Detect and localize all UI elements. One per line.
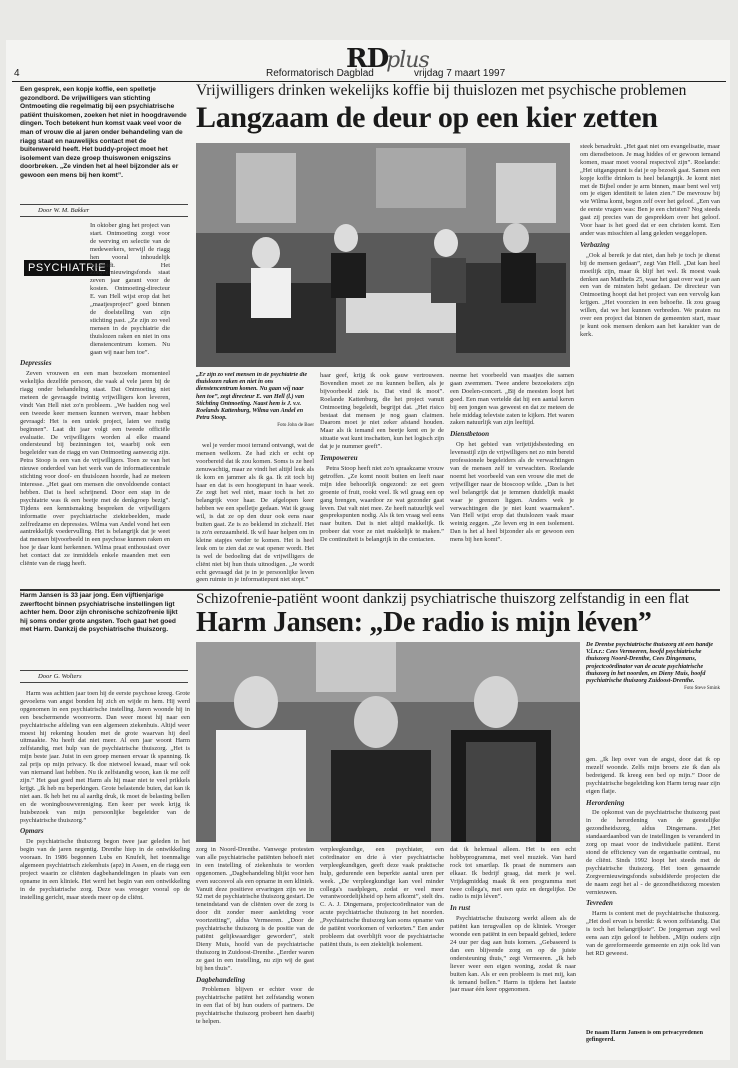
article2-col5b-text: De opkomst van de psychiatrische thuiszorg past in de herordening van de geestelijke gezondheidszorg, aldus Dingemans. „Het standaardaanbod van de instellingen is veranderd in zorg op maat voor de individuele patiënt. Eerst stond de efficiency van de organisatie centraal, nu de cliënt. Sinds 1992 loopt het steeds met de psychiatrische thuiszorg. Het toen genaamde Zorgvernieuwingsfonds subsidiëerde projecten die de naam zegt het al - de gezondheidszorg moesten vernieuwen. [586, 809, 720, 896]
article2-col3-text: verpleegkundige, een psychiater, een coördinator en drie à vier psychiatrische verpleegkundigen, geeft deze vaak praktische hulp, gedurende een beperkte aantal uren per week. „De verpleegkundige kan veel minder collega's raadplegen, zodat er veel meer verantwoordelijkheid op hem afkomt”, stelt drs. C. A. J. Dingemans, projectcoördinator van de acute psychiatrische thuiszorg in het noorden. „Psychiatrische thuiszorg kan soms opname van de patiënt voorkomen of verkorten.” Een ander probleem dat overblijft voor de psychiatrische patiënt thuis, is een ziektelijk isolement. [320, 846, 444, 948]
article1-headline: Langzaam de deur op een kier zetten [196, 101, 658, 134]
article1-kicker: Vrijwilligers drinken wekelijks koffie bij thuislozen met psychische problemen [196, 82, 687, 99]
article2-column-5 [586, 756, 720, 1028]
article2-footnote: De naam Harm Jansen is om privacyredenen gefingeerd. [586, 1030, 704, 1044]
subhead-tempowereu: Tempowereu [320, 454, 358, 463]
article1-col5b-text: „Ook al bereik je dat niet, dan heb je toch je dienst bij de mensen gedaan”, zegt Van Hell. „Dat kan heel moeilijk zijn, maar ik blijf het wel. Ik moest vaak denken aan Mattheüs 25, waar het gaat over wat je aan een van de minsten hebt gedaan. De directeur van Ontmoeting hoopt dat het project van een vervolg kan krijgen. „Het voorzien in een behoefte. Ik zou graag willen, dat we het kunnen verbreden. We praten nu over een project dat binnen de gemeenten start, maar je kunt ook mensen denken aan het karakter van de kerk. [580, 251, 720, 338]
article2-col4b-text: Psychiatrische thuiszorg werkt alleen als de patiënt kan terugvallen op de kliniek. Vroeger woonde een patiënt in een bepaald gebied, iedere 24 uur per dag aan huis komen. „Gebaseerd is dan een blijvende zorg en op de juiste ondersteuning thuis,” zegt Vermeeren. „Ik heb liever weer een eigen woning, zodat ik naar buiten kan. Als er een probleem is met mij, kan ik iemand bellen.” Harm is tijdens het laatste jaar maar één keer opgenomen. [450, 915, 576, 994]
article1-photo-credit: Foto John de Boer [277, 423, 314, 429]
subhead-tevreden: Tevreden [586, 899, 613, 908]
subhead-opmars: Opmars [20, 827, 44, 836]
article2-col1b-text: De psychiatrische thuiszorg begon twee jaar geleden in het begin van de jaren negentig. Drenthe hiep in de ontwikkeling vooraan. In 1986 begonnen Lubs en Knufelt, het toenmalige algemeen psychiatrisch ziekenhuis (apz) in Assen, en de riagg een project waarin ze cliënten dagbehandelingen in plaats van een opname in een kliniek. Het werd het begin van een ontwikkeling in de psychiatrische zorg. Deze was vroeger vooral op de instelling gericht, maar steeds meer op de cliënt. [20, 838, 190, 901]
article2-photo-credit: Foto Steve Smink [684, 686, 720, 692]
article1-col4b-text: Op het gebied van vrijetijdsbesteding en levensstijl zijn de vrijwilligers net zo min bereid professionele begeleiders als de verwachtingen van de mensen zelf te verwachten. Roelande noemt het voorbeeld van een vrouw die met de vrijwilliger naar de bioscoop wilde. „Dan is het wel belangrijk dat je iemmen duidelijk maakt waar je grenzen liggen. Anders wek je verwachtingen die je niet kunt waarmaken”. Van Hell wijst erop dat thuislozen vaak maar weinig zeggen. „Ze leven erg in een isolement. Dan is het al heel bijzonder als er gewoon een mens bij hen komt”. [450, 441, 574, 544]
article2-column-3 [320, 846, 444, 1046]
subhead-dagbehandeling: Dagbehandeling [196, 975, 246, 984]
article1-col2-text: wel je verder mooi terrand ontvangt, wat de mensen welkom. Ze had zich er echt op voorbereid dat ik zou komen. Soms is ze heel zenuwachtig, maar ze vindt het altijd leuk als ik kom en jammer als ik ga. Ik zit toch bij haar en dat is een hoogtepunt in haar week. Ze zegt het wel niet, maar toch is het zo belangrijk voor haar. De afgelopen keer hebben we een spelletje gedaan. Wat ik graag wil, is dat ze op den duur ook eens naar buiten gaat. Ze is zo beklemd in zichzelf. Het is zo'n eenzaamheid. Ik wil haar helpen om in kleine stapjes verder te komen. Het is heel leuk om te zien dat ze wat opener wordt. Het is wel de bedoeling dat de vrijwilligers de cliënt niet bij hun thuis uitnodigen. „Je wordt echt gevraagd dat je in je persoonlijke leven geen ruimte in je informatiepunt niet stopt.” [196, 442, 314, 584]
paper-name: Reformatorisch Dagblad [266, 68, 374, 79]
article2-col2-text: zorg in Noord-Drenthe. Vanwege protesten van alle psychiatrische patiënten behoeft niet in een instelling of ziekenhuis te worden opgenomen. „Dagbehandeling blijkt voor hen even succesvol als een opname in een kliniek. Vanuit deze positieve ervaringen zijn we in 92 met de psychiatrische thuiszorg gestart. De teneindstand van de cliënten over de zorg is door dit zonder meer aanleiding voor voortzetting”, aldus Vermeeren. „Door de psychiatrische thuiszorg is de positie van de patiënt gelijkwaardiger geworden”, stelt Dieny Muis, hoofd van de psychiatrische thuiszorg in Zuidoost-Drenthe. „Eerder waren ze gast in een instelling, nu zijn wij de gast bij hen thuis”. [196, 846, 314, 972]
article2-photo-caption [586, 642, 720, 752]
article1-column-4 [450, 372, 574, 585]
article1-caption-text: „Er zijn zo veel mensen in de psychiatrie die thuislozen raken en niet in ons dienstencentrum komen. Nu gaan wij naar hen toe”, zegt directeur E. van Hell (l.) van Stichting Ontmoeting. Naast hem is J. v.v. Roelands Kattenburg, Wilma van Andel en Petra Stoop. [196, 372, 308, 422]
subhead-in-rust: In rust [450, 904, 471, 913]
article1-column-1 [20, 222, 170, 587]
article2-col1-text: Harm was achttien jaar toen hij de eerste psychose kreeg. Grote gevoelens van angst bonden hij zich en wijde m hem. Hij werd opgenomen in een psychiatrische instelling. Jaren woonde hij in een beschermende woonvorm. Dan weer moest hij naar een psychiatrische afdeling van een algemeen ziekenhuis. Altijd weer moest hij rekening houden met de grote waarvan hij deel uitmaakte. Nu heeft dat niet meer. Al een jaar woont Harm zelfstandig, met hulp van de psychiatrische thuiszorg. „Het is mijn beste jaar. Juist in een groep mensen ervaar ik spanning. Ik zal prijs op mijn privacy. Ik doe nietwoel kwaad, maar wil ook van niemand last hebben. Nu ik zelfstandig woon, kan ik me zelf zijn.” Het gaat goed met Harm als hij maar niet te veel prikkels krijgt. „Ik heb nu beperkingen. Grote belastende buien, dat kan ik niet aan. Ik heb het nu al aardig druk, ik moet de belasting bellen en de woningbouwvereniging. Een keer per week krijg ik huisbezoek van mijn persoonlijke begeleider van de psychiatrische thuiszorg.” [20, 690, 190, 824]
article2-intro: Harm Jansen is 33 jaar jong. Een vijftienjarige zwerftocht binnen psychiatrische instellingen ligt achter hem. Door zijn chronische schizofrenie lijkt hij soms onder grote angsten. Toch gaat het goed met Harm. Dankzij de psychiatrische thuiszorg. [20, 592, 178, 633]
article1-photo-caption [196, 372, 314, 440]
article1-col3b-text: Petra Stoop heeft niet zo'n spraakzame vrouw getroffen. „Ze komt nooit buiten en leeft naar mijn idee behoorlijk ongezond: ze eet geen groente of fruit, rookt veel. Ik wil graag een op gang brengen, waardoor ze wat gezonder gaat leven. Dat valt niet mee. Ze heeft natuurlijk wel gesprekspunten nodig. Als ik ten vraag wel eens naar buiten. Dat is niet altijd makkelijk. Ik probeer dat voor ze niet makkelijk te maken.” De continuïteit is belangrijk in die contacten. [320, 464, 444, 544]
article1-col1-text: In oktober ging het project van start. Ontmoeting zorgt voor de werving en selectie van de medewerkers, terwijl de riagg hen vooral inhoudelijk begeleidt. Het Zorgvernieuwingsfonds staat zeven jaar garant voor de kosten. Ontmoeting-directeur E. van Hell wijst erop dat het „maatjesproject” goed binnen de doelstelling van zijn stichting past. „Ze zijn zo veel mensen in de psychiatrie die thuislozen raken en niet in ons dienstencentrum komen. Nu gaan wij naar hen toe”. [90, 222, 170, 356]
article2-caption-text: De Drentse psychiatrische thuiszorg zit een handje V.l.n.r.: Cees Vermeeren, hoofd psychiatrische thuiszorg Noord-Drenthe, Cees Dingemans, projectcoördinator van de acute psychiatrische thuiszorg in het noorden, en Dieny Muis, hoofd psychiatrische thuiszorg Zuidoost-Drenthe. [586, 642, 713, 685]
section-tag-psychiatrie: PSYCHIATRIE [24, 260, 110, 276]
article1-intro: Een gesprek, een kopje koffie, een spelletje gezondbord. De vrijwilligers van stichting Ontmoeting die regelmatig bij een psychiatrische patiënt thuiskomen, zoeken het niet in hoogdravende dingen. Toch betekent hun komst vaak veel voor de man of vrouw die al jaren onder behandeling van de riagg staat en nauwelijks contact met de buitenwereld heeft. Het buddy-project moet het isolement van deze groep thuiswonen enigszins doorbreken. „Ze vinden het al heel bijzonder als er gewoon een mens bij hen komt”. [20, 86, 187, 179]
article2-col5c-text: Harm is content met de psychiatrische thuiszorg. „Het doel ervan is bereikt: ik woon zelfstandig. Dat is toch het belangrijkste”. De jongeman zegt wel eens aan zijn geloof te hebben. „Mijn ouders zijn van de gereformeerde gemeente en zijn ook lid van het RD geweest. [586, 910, 720, 957]
article2-col2b-text: Problemen blijven er echter voor de psychiatrische patiënt het zelfstandig wonen in een flat of bij hun ouders of partners. De psychiatrische thuiszorg probeert hen daarbij te helpen. [196, 986, 314, 1026]
article2-column-2 [196, 846, 314, 1046]
article2-headline: Harm Jansen: „De radio is mijn léven” [196, 607, 652, 638]
article1-column-2 [196, 442, 314, 585]
article1-byline: Door W. M. Bakker [20, 204, 188, 217]
rd-plus-logo: RDplus [346, 44, 429, 74]
article2-kicker: Schizofrenie-patiënt woont dankzij psychiatrische thuiszorg zelfstandig in een flat [196, 591, 689, 607]
article1-column-5 [580, 143, 720, 585]
subhead-depressies: Depressies [20, 359, 52, 368]
article1-photo [196, 143, 570, 367]
article2-column-1 [20, 690, 190, 1040]
page-number: 4 [14, 68, 20, 79]
article2-col4-text: dat ik helemaal alleen. Het is een echt hobbyprogramma, met veel muziek. Van hard rock tot smartlap. Ik praat de nummers aan elkaar. Ik bedrijf graag, dat merk je wel. Vrijdagmiddag maak ik een programma met twee collega's, met een quiz en dergelijke. De radio is mijn léven”. [450, 846, 576, 901]
article1-col4-text: neeme het voorbeeld van maatjes die samen gaan zwemmen. Twee andere bezoeksters zijn een Doelen-concert. „Bij de meesten loopt het goed. Een man vertelde dat hij een aantal keren bij een jongen was geweest en dat ze meteen de hele middag televisie zaten te kijken. Het waren zaken natuurlijk van zijn leeftijd. [450, 372, 574, 427]
subhead-herordening: Herordening [586, 798, 625, 807]
article1-col5-text: steek benadrukt. „Het gaat niet om evangelisatie, maar om dienstbetoon. Je mag hiddes of er gewoon iemand komen, maar moet vooral respectvol zijn”. Roelande: „Het uitgangspunt is dat je op bezoek gaat. Samen een kopje koffie drinken is heel belangrijk. Je komt niet met de Bijbel onder je arm binnen, maar bent wel vrij om je eigen identiteit te laten zien.” De mevrouw bij wie Wilma komt, begon zelf over het geloof. „Een van de eerste vragen was: Ben je een christen? Nog steeds gaat zij precies van de gesprekken over het geloof. Voor haar is het goed dat er een christen komt. Een ander was misschien al lang geleden weggelopen. [580, 143, 720, 237]
article2-byline: Door G. Wolters [20, 670, 188, 683]
masthead [12, 68, 726, 82]
article2-column-4 [450, 846, 576, 1046]
article1-col1b-text: Zeven vrouwen en een man bezoeken momenteel wekelijks dezelfde persoon, die vaak al vele jaren bij de riagg onder behandeling staat. Dat Ontmoeting niet meteen de gevraagde twintig vrijwilligers kon leveren, vindt Van Hell niet zo'n probleem. „We hadden nog wel een tweede keer mensen kunnen werven, maar hebben gevraagd: Het is een uniek project, laten we rustig beginnen”. Laat dit jaar volgt een tweede officiële evaluatie. De vrijwilligers worden al elke maand ondersteund bij bezinningen tot, waarbij ook een begeleider van de riagg en van Ontmoeting aanwezig zijn. Petra Stoop is een van de vrijwilligers. Toen ze van het nieuwe onderdeel van het werk van de informatiecentrale stichting voor doof- en thuislozen hoorde, had ze meteen interesse. „Het gaat om mensen die onvoldoende contact hebben. Dat is heel schrijnend. Door een stap in de psychiatrie was ik een beetje met de denkgroep bezig”. Tijdens een kennismaking bespreken de vrijwilligers informatie over psychiatrische ziektebeelden, made zelfredzame en depressies. Wilma van Andel vond het een aantrekkelijk voedervulling. Het is belangrijk dat je weet dat mensen bijvoorbeeld in een psychose kunnen raken en hoe je daar kunt herkennen. Wilma praat enthousiast over het contact dat ze inmiddels enkele maanden met een cliënte van de riagg heeft. [20, 370, 170, 568]
issue-date: vrijdag 7 maart 1997 [414, 68, 506, 79]
article2-col5-text: gen. „Ik liep over van de angst, door dat ik op mezelf woonde. Zelfs mijn broers zie ik dan als bedreigend. Ik kreeg een bed op mijn.” Door de psychiatrische begeleiding kon Harm terug naar zijn eigen flatje. [586, 756, 720, 795]
subhead-verbazing: Verbazing [580, 240, 610, 249]
subhead-dienstbetoon: Dienstbetoon [450, 430, 490, 439]
article2-photo [196, 642, 580, 842]
article1-column-3 [320, 372, 444, 585]
article1-col3-text: haar geef, krijg ik ook gauw vertrouwen. Bovendien moet ze nu kunnen bellen, als je bijvoorbeeld ziek is. Dat vind ik mooi”. Roelande Kattenburg, die het project vanuit Ontmoeting begeleidt, begrijpt dat. „Het risico bestaat dat mensen je nog gaan claimen. Daarom moet je niet zeker afstand houden. Maar als ik iemand een beetje kent en je de situatie wat kunt inschatten, kun het logisch zijn dat je je nummer geeft”. [320, 372, 444, 451]
